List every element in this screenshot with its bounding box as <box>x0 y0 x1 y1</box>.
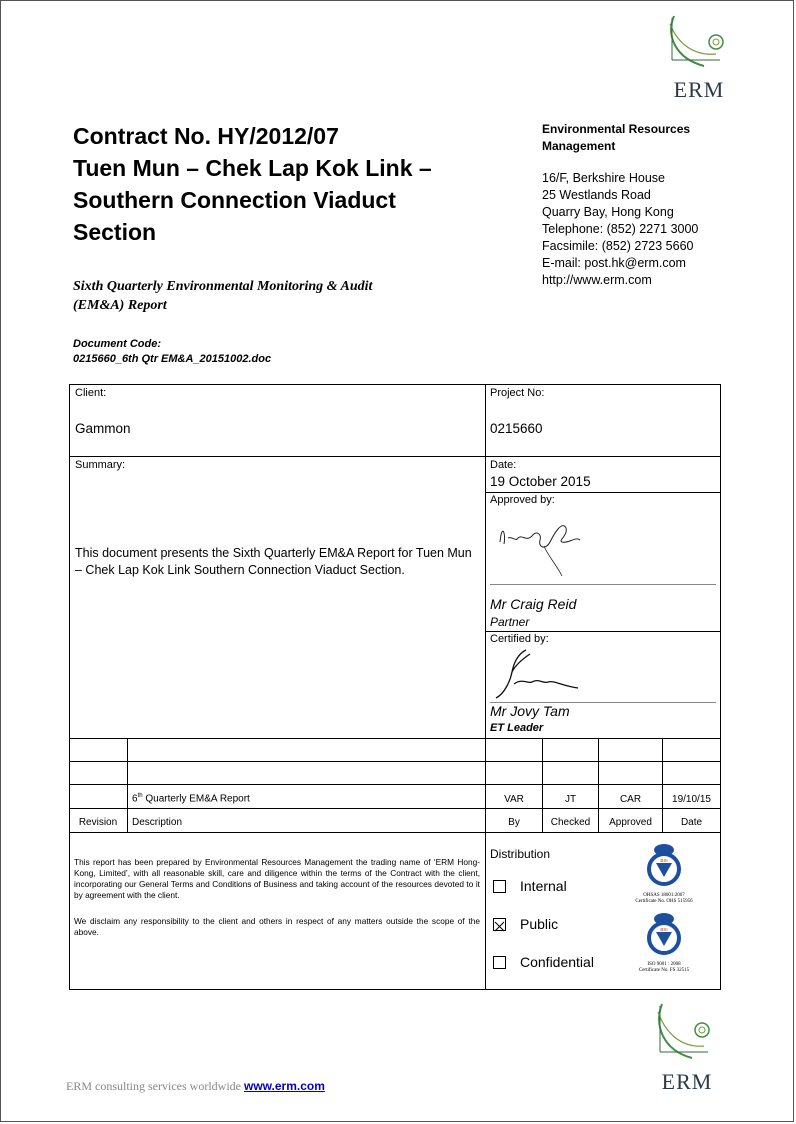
disclaimer-paragraph: We disclaim any responsibility to the client and others in respect of any matters outside the scope of the above. <box>74 916 480 937</box>
cert-number: Certificate No. OHS 515956 <box>635 899 693 904</box>
form-divider <box>485 384 486 738</box>
approved-label: Approved by: <box>490 494 555 506</box>
bsi-iso-badge <box>628 910 700 974</box>
summary-text: This document presents the Sixth Quarterly EM&A Report for Tuen Mun – Chek Lap Kok Link Southern Connection Viaduct Section. <box>75 546 472 577</box>
description-superscript: th <box>137 793 143 799</box>
date-label: Date: <box>490 459 517 471</box>
erm-logo-mark <box>660 14 732 72</box>
subtitle-line: Sixth Quarterly Environmental Monitoring & Audit <box>73 279 373 294</box>
certifier-signature <box>492 648 582 702</box>
form-hline <box>485 492 721 493</box>
project-value: 0215660 <box>490 421 543 436</box>
title-line: Contract No. HY/2012/07 <box>73 123 339 149</box>
bsi-ohsas-badge <box>628 841 700 905</box>
header-description: Description <box>132 817 183 828</box>
organization-address <box>542 170 698 289</box>
description-number: 6 <box>132 793 138 805</box>
address-line: 16/F, Berkshire House <box>542 171 665 185</box>
erm-logo-mark <box>648 1002 720 1064</box>
distribution-label: Distribution <box>490 847 551 861</box>
erm-footer-logo <box>648 1002 726 1095</box>
revision-checked: JT <box>564 794 577 805</box>
confidential-label: Confidential <box>520 954 594 970</box>
title-line: Tuen Mun – Chek Lap Kok Link – <box>73 155 432 181</box>
disclaimer-paragraph: This report has been prepared by Environmental Resources Management the trading name of ‘ERM Hong-Kong, Limited’, with all reasonable skill, care and diligence within the terms of the Contract with the client, incorporating our General Terms and Conditions of Business and taking account of the resources devoted to it by agreement with the client. <box>74 857 480 900</box>
summary-label: Summary: <box>75 459 126 471</box>
internal-checkbox[interactable] <box>493 880 506 893</box>
bsi-label: BSI <box>660 858 668 863</box>
title-line: Southern Connection Viaduct <box>73 187 396 213</box>
subtitle-line: (EM&A) Report <box>73 298 167 313</box>
table-hline <box>69 808 721 809</box>
approver-signature-line <box>490 584 716 585</box>
public-checkbox[interactable] <box>493 918 506 931</box>
footer <box>66 1079 325 1094</box>
footer-text: ERM consulting services worldwide <box>66 1079 244 1093</box>
facsimile: Facsimile: (852) 2723 5660 <box>542 239 694 253</box>
bsi-kitemark-icon <box>642 910 686 956</box>
erm-logo <box>660 14 738 103</box>
document-title <box>73 120 432 248</box>
header-approved: Approved <box>609 817 652 828</box>
cert-standard: OHSAS 18001:2007 <box>643 893 685 898</box>
date-value: 19 October 2015 <box>490 474 591 489</box>
address-line: 25 Westlands Road <box>542 188 651 202</box>
internal-label: Internal <box>520 878 567 894</box>
certifier-role: ET Leader <box>490 722 544 734</box>
certified-label: Certified by: <box>490 633 549 645</box>
revision-by: VAR <box>504 794 524 805</box>
project-label: Project No: <box>490 387 545 399</box>
document-code-value: 0215660_6th Qtr EM&A_20151002.doc <box>73 353 272 365</box>
revision-description <box>132 793 250 804</box>
table-vline <box>127 738 128 832</box>
telephone: Telephone: (852) 2271 3000 <box>542 222 699 236</box>
erm-logo-text: ERM <box>673 77 725 102</box>
approver-signature <box>492 512 602 578</box>
org-name-line: Management <box>542 139 616 153</box>
org-name-line: Environmental Resources <box>542 122 691 136</box>
approver-role: Partner <box>490 615 530 629</box>
erm-logo-text: ERM <box>661 1069 713 1094</box>
table-hline <box>69 784 721 785</box>
client-value: Gammon <box>75 421 131 436</box>
table-hline <box>69 832 721 833</box>
document-subtitle <box>73 277 433 315</box>
cert-standard: ISO 9001 : 2008 <box>647 962 681 967</box>
header-revision: Revision <box>78 817 118 828</box>
revision-approved: CAR <box>619 794 642 805</box>
form-hline <box>485 631 721 632</box>
title-line: Section <box>73 219 157 245</box>
organization-name <box>542 121 742 155</box>
distribution-divider <box>485 832 486 990</box>
header-checked: Checked <box>550 817 591 828</box>
form-hline <box>69 738 721 739</box>
description-text: Quarterly EM&A Report <box>142 793 250 805</box>
confidential-checkbox[interactable] <box>493 956 506 969</box>
cert-number: Certificate No. FS 32515 <box>638 968 690 973</box>
footer-link[interactable]: www.erm.com <box>243 1079 325 1093</box>
checked-x-icon <box>494 921 505 932</box>
bsi-label: BSI <box>660 927 668 932</box>
bsi-kitemark-icon <box>642 841 686 887</box>
address-line: Quarry Bay, Hong Kong <box>542 205 674 219</box>
approver-name: Mr Craig Reid <box>490 596 577 612</box>
website[interactable]: http://www.erm.com <box>542 273 652 287</box>
public-label: Public <box>520 916 559 932</box>
document-code-label: Document Code: <box>73 338 161 350</box>
revision-date: 19/10/15 <box>672 794 711 805</box>
table-hline <box>69 761 721 762</box>
header-by: By <box>508 817 520 828</box>
email[interactable]: E-mail: post.hk@erm.com <box>542 256 686 270</box>
client-label: Client: <box>75 387 107 399</box>
certifier-name: Mr Jovy Tam <box>490 703 570 719</box>
header-date: Date <box>680 817 703 828</box>
form-hline <box>69 456 721 457</box>
